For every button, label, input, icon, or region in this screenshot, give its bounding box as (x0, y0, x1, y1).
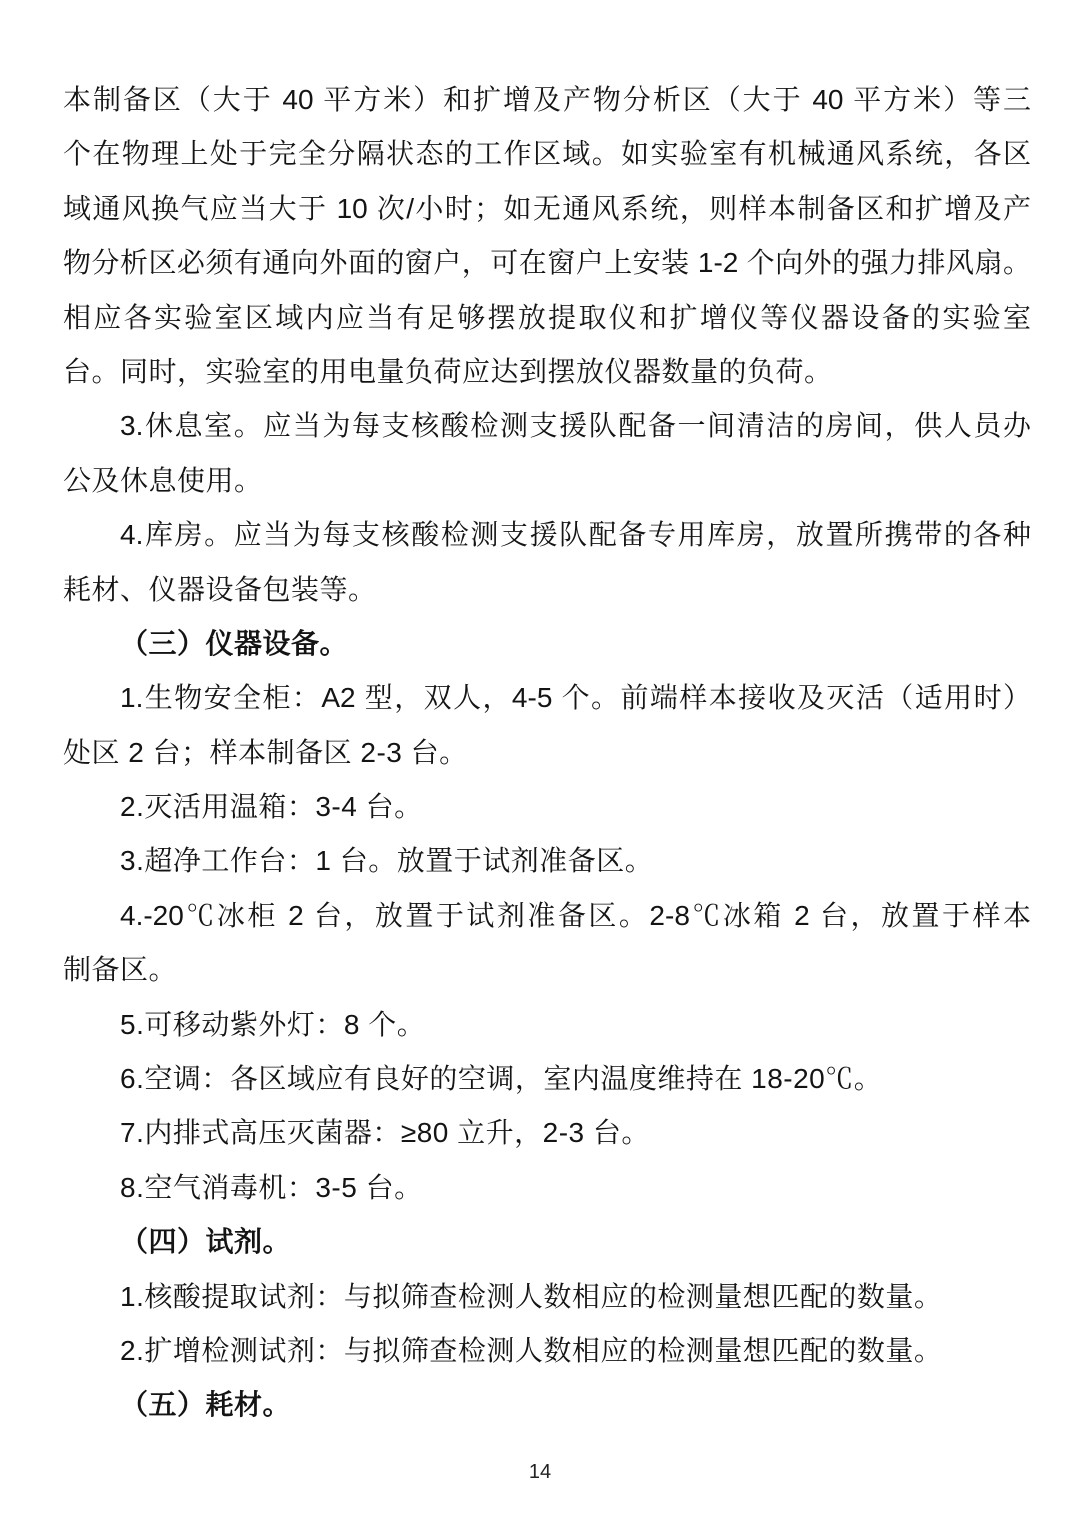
document-body (63, 73, 1031, 1433)
document-line: 3.超净工作台：1 台。放置于试剂准备区。 (120, 845, 654, 877)
document-line: 5.可移动紫外灯：8 个。 (120, 1008, 426, 1040)
section-heading: （五）耗材。 (120, 1389, 292, 1421)
document-line: 4.库房。应当为每支核酸检测支援队配备专用库房，放置所携带的各种 (120, 519, 1031, 551)
document-line: 处区 2 台；样本制备区 2-3 台。 (63, 736, 468, 768)
section-heading: （四）试剂。 (120, 1226, 292, 1258)
document-line: 物分析区必须有通向外面的窗户，可在窗户上安装 1-2 个向外的强力排风扇。 (63, 247, 1031, 279)
document-line: 1.核酸提取试剂：与拟筛查检测人数相应的检测量想匹配的数量。 (120, 1280, 943, 1312)
document-line: 个在物理上处于完全分隔状态的工作区域。如实验室有机械通风系统，各区 (63, 138, 1031, 170)
document-line: 域通风换气应当大于 10 次/小时；如无通风系统，则样本制备区和扩增及产 (63, 192, 1031, 224)
document-line: 6.空调：各区域应有良好的空调，室内温度维持在 18-20℃。 (120, 1063, 883, 1095)
document-line: 耗材、仪器设备包装等。 (63, 573, 377, 605)
document-line: 2.灭活用温箱：3-4 台。 (120, 791, 423, 823)
document-line: 相应各实验室区域内应当有足够摆放提取仪和扩增仪等仪器设备的实验室 (63, 301, 1031, 333)
page-number: 14 (528, 1461, 552, 1483)
document-line: 1.生物安全柜：A2 型，双人，4-5 个。前端样本接收及灭活（适用时） (120, 682, 1031, 714)
document-line: 7.内排式高压灭菌器：≥80 立升，2-3 台。 (120, 1117, 650, 1149)
document-line: 制备区。 (63, 954, 178, 986)
document-line: 3.休息室。应当为每支核酸检测支援队配备一间清洁的房间，供人员办 (120, 410, 1031, 442)
document-line: 本制备区（大于 40 平方米）和扩增及产物分析区（大于 40 平方米）等三 (63, 84, 1031, 115)
document-line: 台。同时，实验室的用电量负荷应达到摆放仪器数量的负荷。 (63, 355, 833, 387)
document-line: 8.空气消毒机：3-5 台。 (120, 1171, 423, 1203)
document-line: 4.-20℃冰柜 2 台，放置于试剂准备区。2-8℃冰箱 2 台，放置于样本 (120, 899, 1031, 931)
document-line: 公及休息使用。 (63, 464, 263, 496)
document-line: 2.扩增检测试剂：与拟筛查检测人数相应的检测量想匹配的数量。 (120, 1334, 943, 1366)
section-heading: （三）仪器设备。 (120, 627, 349, 659)
